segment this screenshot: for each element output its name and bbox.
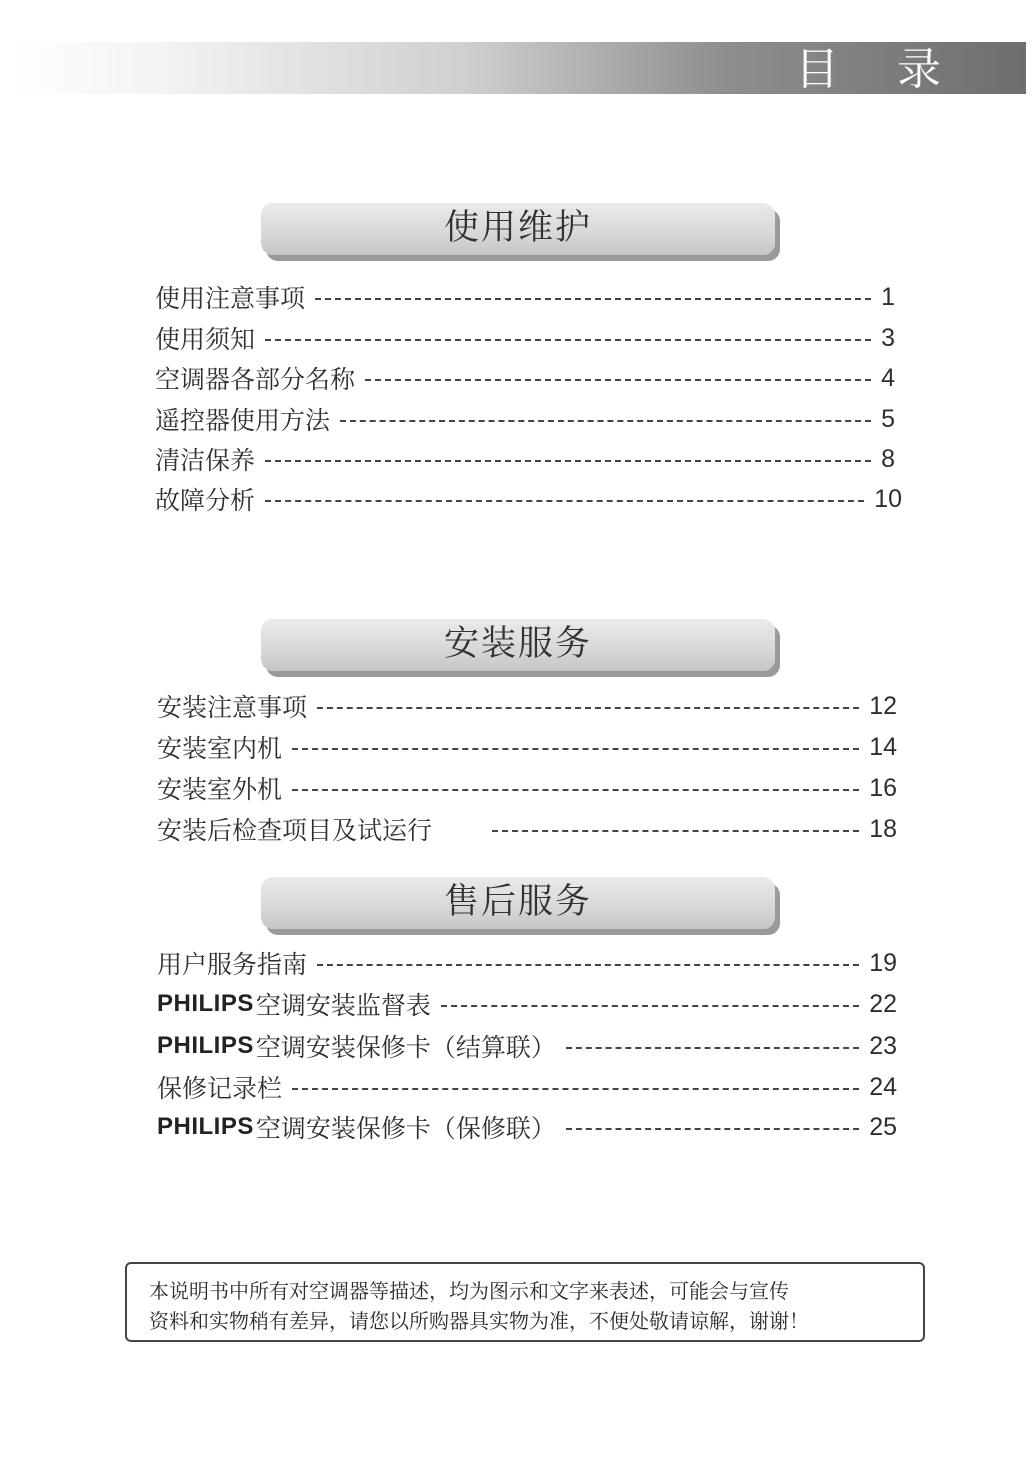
toc-item-page: 16	[869, 773, 897, 802]
toc-item[interactable]	[155, 320, 895, 356]
toc-leader-dots	[566, 1128, 859, 1130]
toc-item[interactable]	[157, 1028, 897, 1064]
toc-item[interactable]	[155, 279, 895, 315]
toc-leader-dots	[340, 420, 871, 422]
toc-item-label: 遥控器使用方法	[155, 406, 331, 435]
toc-item-page: 23	[869, 1031, 897, 1060]
philips-brand: PHILIPS	[157, 1113, 254, 1140]
toc-item-label: 故障分析	[155, 486, 256, 515]
toc-item[interactable]	[157, 811, 897, 847]
toc-leader-dots	[265, 500, 864, 502]
toc-item[interactable]	[157, 986, 897, 1022]
toc-item-title	[157, 986, 431, 1022]
toc-item-page: 1	[881, 282, 895, 311]
toc-leader-dots	[492, 830, 859, 832]
section-header-installation-service: 安装服务	[261, 619, 775, 671]
toc-item-page: 4	[881, 363, 895, 392]
toc-item[interactable]	[155, 360, 895, 396]
toc-item[interactable]	[157, 1109, 897, 1145]
toc-leader-dots	[566, 1047, 859, 1049]
toc-leader-dots	[265, 339, 871, 341]
philips-brand: PHILIPS	[157, 1032, 254, 1059]
toc-item-label: 安装室内机	[157, 734, 283, 763]
toc-item[interactable]	[155, 481, 902, 517]
toc-item-page: 24	[869, 1072, 897, 1101]
toc-item-page: 19	[869, 948, 897, 977]
toc-item-page: 25	[869, 1112, 897, 1141]
toc-leader-dots	[365, 379, 871, 381]
philips-brand: PHILIPS	[157, 990, 254, 1017]
toc-item[interactable]	[157, 688, 897, 724]
toc-item[interactable]	[155, 441, 895, 477]
toc-item-page: 14	[869, 732, 897, 761]
disclaimer-notice-box	[125, 1262, 925, 1342]
toc-item-label: 空调安装保修卡（结算联）	[255, 1033, 556, 1062]
toc-item[interactable]	[157, 945, 897, 981]
toc-item-label: 清洁保养	[155, 446, 256, 475]
toc-item[interactable]	[157, 770, 897, 806]
toc-item[interactable]	[157, 729, 897, 765]
toc-item-label: 使用注意事项	[155, 284, 306, 313]
toc-item-page: 22	[869, 989, 897, 1018]
toc-item-page: 12	[869, 691, 897, 720]
toc-item-page: 8	[881, 444, 895, 473]
toc-item-label: 空调安装保修卡（保修联）	[255, 1114, 556, 1143]
toc-leader-dots	[292, 748, 859, 750]
toc-item-title	[157, 1109, 556, 1145]
section-header-after-sales-service: 售后服务	[261, 877, 775, 929]
page-title: 目 录	[795, 44, 963, 95]
toc-item-page: 3	[881, 323, 895, 352]
toc-item-label: 安装室外机	[157, 775, 283, 804]
notice-line-1: 本说明书中所有对空调器等描述，均为图示和文字来表述，可能会与宣传	[149, 1279, 789, 1303]
toc-item-page: 5	[881, 404, 895, 433]
toc-item-label: 用户服务指南	[157, 950, 308, 979]
toc-item-label: 保修记录栏	[157, 1074, 283, 1103]
section-header-usage-maintenance: 使用维护	[261, 203, 775, 255]
toc-leader-dots	[292, 789, 859, 791]
toc-leader-dots	[265, 460, 871, 462]
toc-item-label: 安装注意事项	[157, 693, 308, 722]
toc-item-label: 使用须知	[155, 325, 256, 354]
notice-line-2: 资料和实物稍有差异，请您以所购器具实物为准，不便处敬请谅解，谢谢！	[149, 1309, 809, 1333]
toc-item-page: 18	[869, 814, 897, 843]
toc-leader-dots	[441, 1005, 859, 1007]
toc-leader-dots	[317, 964, 859, 966]
toc-item-page: 10	[874, 484, 902, 513]
toc-leader-dots	[315, 298, 871, 300]
toc-item-title	[157, 1028, 556, 1064]
toc-leader-dots	[292, 1088, 859, 1090]
toc-item-label: 空调器各部分名称	[155, 365, 356, 394]
toc-leader-dots	[317, 707, 859, 709]
toc-item[interactable]	[157, 1069, 897, 1105]
toc-item[interactable]	[155, 401, 895, 437]
toc-item-label: 空调安装监督表	[255, 991, 431, 1020]
toc-item-label: 安装后检查项目及试运行	[157, 816, 433, 845]
